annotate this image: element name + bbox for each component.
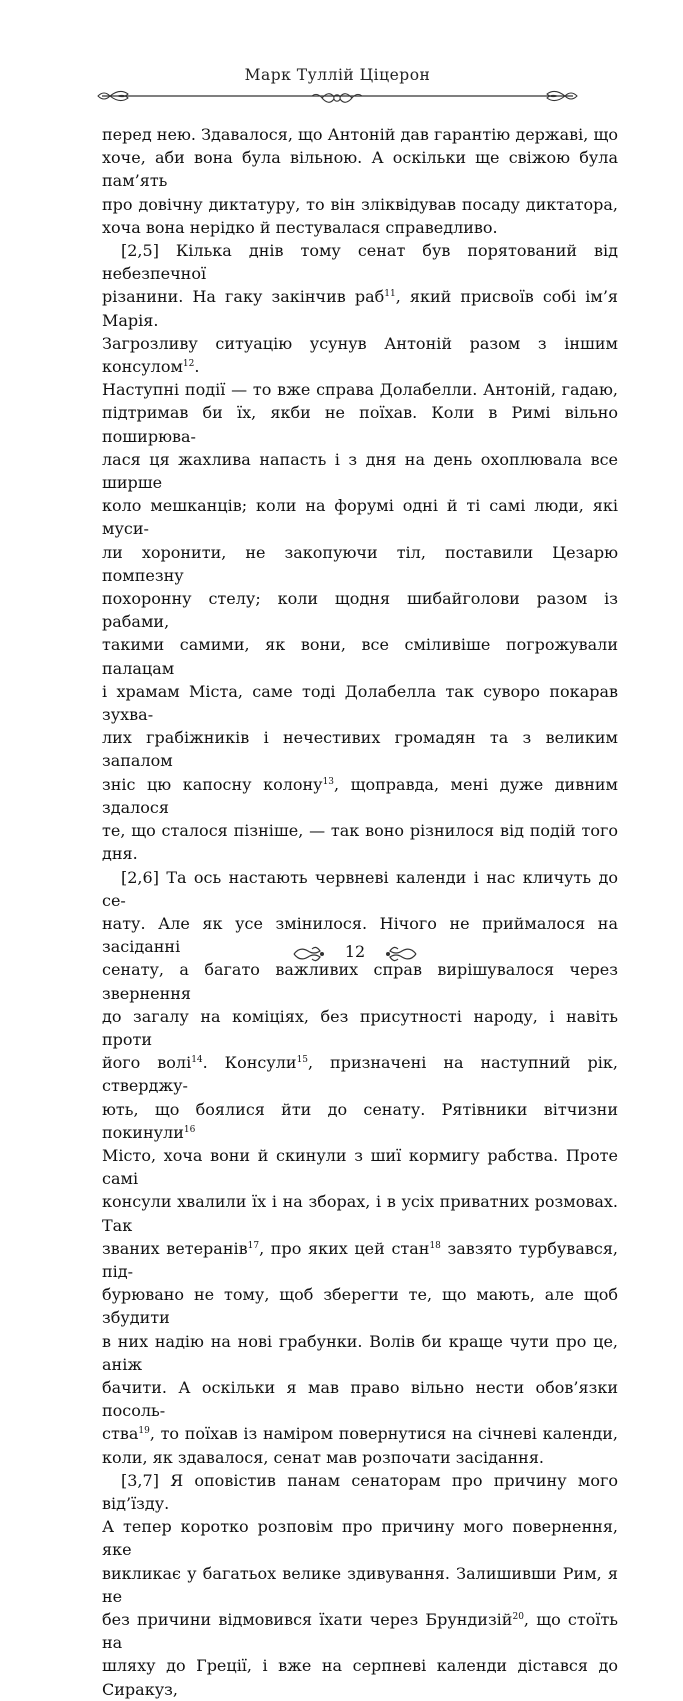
text-line: [102, 239, 618, 285]
text-line: [102, 1098, 618, 1144]
running-header-title: Марк Туллій Ціцерон: [244, 66, 431, 84]
text-run: А тепер коротко розповім про причину мого повернення, яке: [102, 1517, 618, 1560]
text-run: його волі: [102, 1053, 192, 1073]
text-run: лася ця жахлива напасть і з дня на день охоплювала все ширше: [102, 449, 618, 493]
text-run: сенату, а багато важливих справ вирішувалося через звернення: [102, 960, 618, 1003]
text-line: [102, 773, 618, 819]
text-run: викликає у багатьох велике здивування. Залишивши Рим, я не: [102, 1563, 618, 1606]
text-line: [102, 1515, 618, 1561]
text-line: [102, 401, 618, 447]
text-line: [102, 285, 618, 331]
text-run: зніс цю капосну колону: [102, 774, 323, 794]
text-run: [2,5] Кілька днів тому сенат був порятований від небезпечної: [102, 241, 618, 284]
text-line: [102, 1283, 618, 1329]
footnote-ref[interactable]: 17: [247, 1240, 260, 1251]
text-run: до загалу на коміціях, без присутності народу, і навіть проти: [102, 1006, 618, 1049]
text-line: [102, 1144, 618, 1190]
text-run: нату. Але як усе змінилося. Нічого не приймалося на засіданні: [102, 913, 618, 957]
text-run: коли, як здавалося, сенат мав розпочати засідання.: [102, 1447, 545, 1467]
text-line: [102, 216, 618, 239]
text-line: [102, 866, 618, 912]
text-run: про довічну диктатуру, то він зліквідував посаду диктатора,: [102, 194, 618, 214]
text-run: Місто, хоча вони й скинули з шиї кормигу рабства. Проте самі: [102, 1145, 618, 1189]
page-number: 12: [344, 942, 366, 961]
text-run: шляху до Греції, і вже на серпневі календи дістався до Сиракуз,: [102, 1656, 618, 1699]
text-line: [102, 587, 618, 633]
text-run: званих ветеранів: [102, 1238, 248, 1258]
text-run: хоче, аби вона була вільною. А оскільки ще свіжою була пам’ять: [102, 148, 618, 191]
footnote-ref[interactable]: 15: [296, 1055, 309, 1066]
text-run: Наступні події — то вже справа Долабелли. Антоній, гадаю,: [102, 380, 618, 400]
text-line: [102, 633, 618, 679]
text-run: і храмам Міста, саме тоді Долабелла так суворо покарав зухва-: [102, 681, 618, 725]
text-run: , який присвоїв собі ім’я Марія.: [102, 287, 618, 330]
text-run: без причини відмовився їхати через Брундизій: [102, 1610, 513, 1629]
text-run: хоча вона нерідко й пестувалася справедливо.: [102, 217, 498, 237]
text-line: [102, 1237, 618, 1283]
text-run: похоронну стелу; коли щодня шибайголови разом із рабами,: [102, 589, 618, 632]
text-line: [102, 1608, 618, 1654]
text-line: [102, 1330, 618, 1376]
text-run: ють, що боялися йти до сенату. Рятівники вітчизни покинули: [102, 1099, 618, 1142]
text-line: [102, 1562, 618, 1608]
text-line: [102, 1654, 618, 1700]
footnote-ref[interactable]: 11: [384, 289, 396, 300]
text-run: Загрозливу ситуацію усунув Антоній разом з іншим консулом: [102, 333, 618, 377]
header-ornament-rule: [96, 86, 579, 110]
text-run: , про яких цей стан: [259, 1238, 430, 1258]
text-run: ства: [102, 1424, 139, 1444]
header-ornament-icon: [96, 86, 579, 110]
text-line: [102, 541, 618, 587]
text-run: підтримав би їх, якби не поїхав. Коли в Римі вільно поширюва-: [102, 403, 618, 446]
text-line: [102, 1005, 618, 1051]
text-line: [102, 1376, 618, 1422]
text-run: консули хвалили їх і на зборах, і в усіх приватних розмовах. Так: [102, 1192, 618, 1235]
text-line: [102, 1190, 618, 1236]
text-run: . Консули: [202, 1053, 297, 1073]
text-line: [102, 819, 618, 865]
text-line: [102, 680, 618, 726]
text-line: [102, 1422, 618, 1445]
text-line: [102, 1446, 618, 1469]
text-line: [102, 1469, 618, 1515]
footnote-ref[interactable]: 19: [138, 1426, 150, 1437]
footnote-ref[interactable]: 18: [429, 1240, 441, 1251]
footnote-ref[interactable]: 14: [191, 1055, 203, 1066]
text-run: такими самими, як вони, все сміливіше погрожували палацам: [102, 635, 618, 678]
text-line: [102, 378, 618, 401]
text-line: [102, 448, 618, 494]
text-line: [102, 1051, 618, 1097]
footnote-ref[interactable]: 12: [182, 359, 195, 370]
text-run: різанини. На гаку закінчив раб: [102, 287, 385, 307]
text-line: [102, 193, 618, 216]
text-run: ли хоронити, не закопуючи тіл, поставили Цезарю помпезну: [102, 542, 618, 585]
text-line: [102, 726, 618, 772]
text-run: в них надію на нові грабунки. Волів би краще чути про це, аніж: [102, 1331, 618, 1374]
text-run: перед нею. Здавалося, що Антоній дав гарантію державі, що: [102, 125, 618, 144]
text-run: завзято турбувався, під-: [102, 1238, 618, 1281]
text-run: бурювано не тому, щоб зберегти те, що мають, але щоб збудити: [102, 1285, 618, 1328]
text-run: [3,7] Я оповістив панам сенаторам про причину мого від’їзду.: [102, 1470, 618, 1513]
text-run: , призначені на наступний рік, стверджу-: [102, 1053, 618, 1096]
page-footer: [290, 942, 420, 966]
footnote-ref[interactable]: 13: [322, 776, 335, 787]
text-run: те, що сталося пізніше, — так воно різнилося від подій того дня.: [102, 821, 618, 864]
text-run: , що стоїть на: [102, 1610, 619, 1653]
text-line: [102, 146, 618, 192]
text-line: [102, 123, 618, 146]
text-line: [102, 332, 618, 378]
running-header: [96, 66, 579, 110]
text-run: , щоправда, мені дуже дивним здалося: [102, 774, 619, 817]
text-run: [2,6] Та ось настають червневі календи і нас кличуть до се-: [102, 867, 618, 910]
text-run: .: [194, 357, 200, 377]
text-run: лих грабіжників і нечестивих громадян та з великим запалом: [102, 728, 618, 771]
text-run: коло мешканців; коли на форумі одні й ті самі люди, які муси-: [102, 496, 618, 539]
text-run: , то поїхав із наміром повернутися на січневі календи,: [149, 1424, 618, 1444]
text-run: бачити. А оскільки я мав право вільно нести обов’язки посоль-: [102, 1377, 618, 1421]
footnote-ref[interactable]: 16: [183, 1124, 196, 1135]
footnote-ref[interactable]: 20: [512, 1612, 524, 1622]
page-body: [102, 123, 618, 1701]
text-line: [102, 494, 618, 540]
